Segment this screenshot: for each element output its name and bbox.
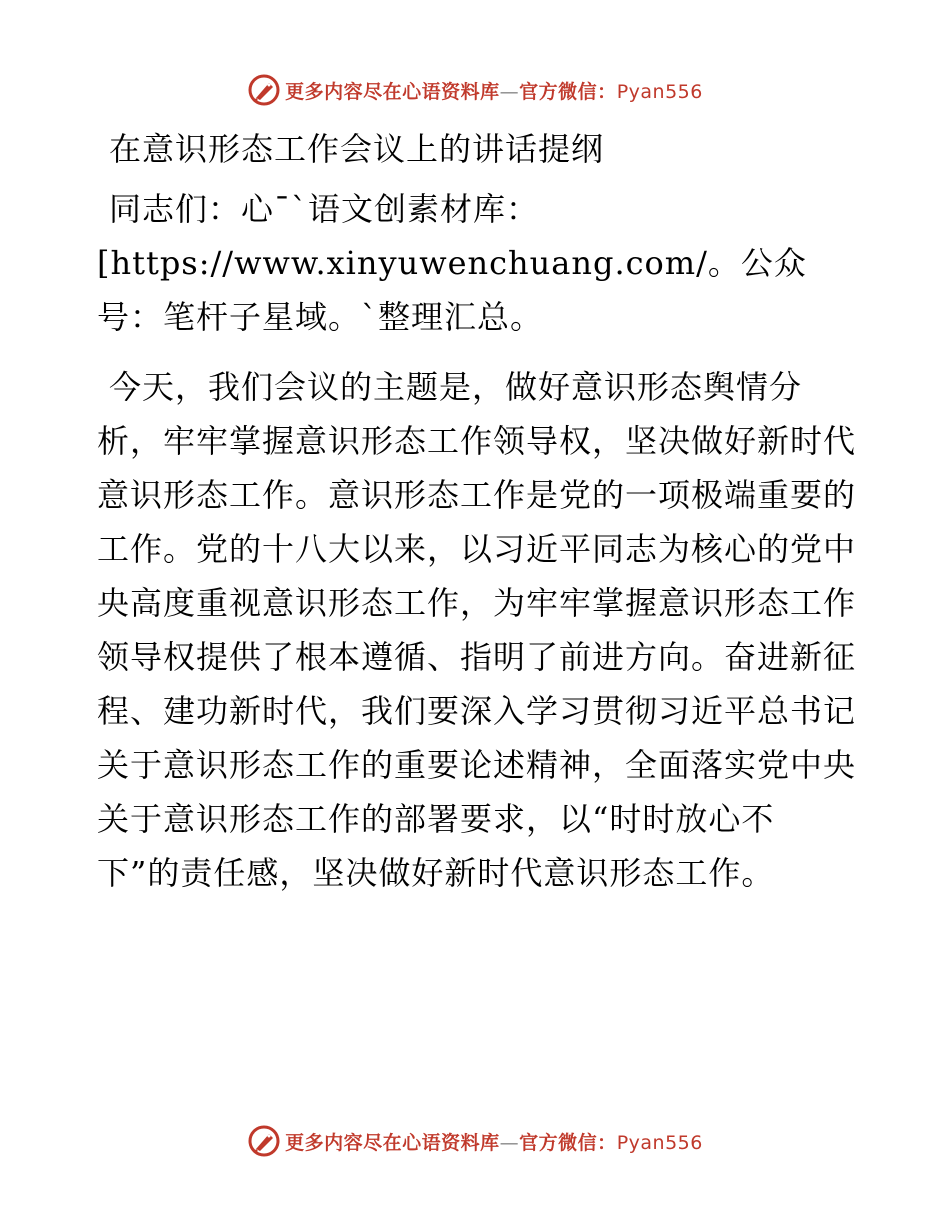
pen-nib-icon (247, 73, 281, 107)
banner-main-text: 更多内容尽在心语资料库 (285, 80, 500, 103)
banner-text (285, 1128, 703, 1155)
banner-main-text: 更多内容尽在心语资料库 (285, 1131, 500, 1154)
footer-banner (0, 1121, 950, 1161)
banner-wechat-id: Pyan556 (616, 1131, 703, 1154)
banner-text (285, 77, 703, 104)
document-title: 在意识形态工作会议上的讲话提纲 (109, 130, 605, 168)
banner-dash: — (499, 1131, 520, 1154)
banner-wechat-id: Pyan556 (616, 80, 703, 103)
banner-dash: — (499, 80, 520, 103)
header-banner (0, 70, 950, 110)
pen-nib-icon (247, 1124, 281, 1158)
intro-paragraph: 同志们：心¯`语文创素材库：[https://www.xinyuwenchuang.com/。公众号：笔杆子星域。`整理汇总。 (97, 190, 807, 336)
document-body (97, 122, 857, 900)
banner-wechat-label: 官方微信： (519, 80, 617, 103)
banner-wechat-label: 官方微信： (519, 1131, 617, 1154)
body-paragraph: 今天，我们会议的主题是，做好意识形态舆情分析，牢牢掌握意识形态工作领导权，坚决做好新时代意识形态工作。意识形态工作是党的一项极端重要的工作。党的十八大以来，以习近平同志为核心的党中央高度重视意识形态工作，为牢牢掌握意识形态工作领导权提供了根本遵循、指明了前进方向。奋进新征程、建功新时代，我们要深入学习贯彻习近平总书记关于意识形态工作的重要论述精神，全面落实党中央关于意识形态工作的部署要求，以“时时放心不下”的责任感，坚决做好新时代意识形态工作。 (97, 368, 857, 892)
